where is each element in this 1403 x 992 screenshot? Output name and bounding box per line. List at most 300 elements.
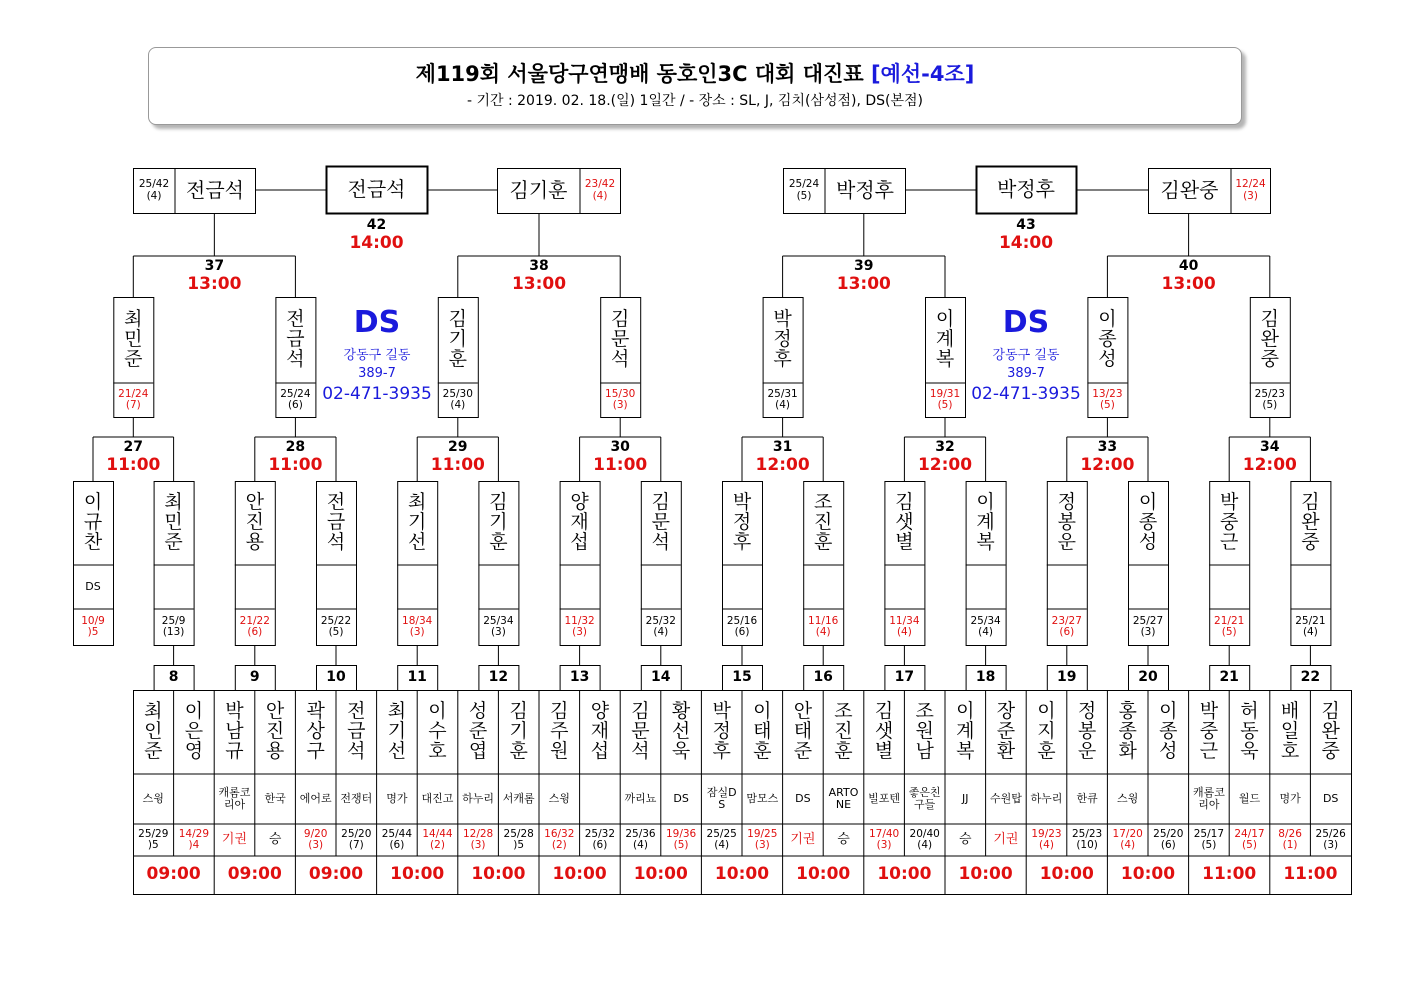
player-score	[1231, 168, 1270, 213]
player-club: 에어로	[299, 792, 332, 806]
vertical-name-stack	[713, 702, 731, 762]
name-char: 욱	[1240, 739, 1259, 762]
player-name	[478, 481, 518, 565]
name-char: 정	[1077, 700, 1097, 723]
player-name	[1047, 481, 1087, 565]
player-club: 캐롬코리아	[218, 786, 251, 811]
name-char: 기	[387, 720, 407, 743]
player-name	[1026, 690, 1067, 774]
name-char: 성	[1138, 530, 1158, 553]
player-name: 김기훈	[509, 178, 568, 202]
player-club	[722, 565, 762, 609]
player-name	[1310, 690, 1351, 774]
name-char: 규	[225, 739, 244, 762]
vertical-name-stack	[489, 493, 507, 553]
player-club	[560, 565, 600, 609]
player-score	[966, 609, 1006, 645]
score-value: 23/27	[1051, 614, 1082, 627]
name-char: 김	[611, 308, 630, 331]
player-name	[336, 690, 377, 774]
player-club: DS	[85, 580, 101, 594]
innings-value: (4)	[815, 626, 831, 638]
player-name	[1067, 690, 1108, 774]
score-value: 12/24	[1235, 178, 1266, 191]
match-time: 11:00	[593, 455, 648, 475]
vertical-name-stack	[266, 702, 284, 762]
score-value: 25/44	[381, 827, 413, 840]
match-number: 28	[285, 439, 306, 455]
player-score	[316, 609, 356, 645]
name-char: 운	[1057, 530, 1076, 553]
name-char: 성	[1159, 739, 1178, 762]
score-value: 25/21	[1295, 614, 1326, 627]
innings-value: (5)	[328, 626, 344, 638]
player-score	[763, 383, 803, 417]
player-name	[986, 690, 1027, 774]
name-char: 안	[793, 700, 813, 723]
player-name	[377, 690, 418, 774]
player-name	[255, 690, 296, 774]
name-char: 준	[164, 530, 183, 553]
match-time: 10:00	[1039, 864, 1094, 885]
name-char: 정	[732, 511, 752, 534]
vertical-name-stack	[84, 493, 102, 553]
score-value: 23/42	[584, 178, 616, 191]
match-number: 27	[123, 439, 144, 455]
player-name	[73, 481, 113, 565]
name-char: 완	[1321, 720, 1340, 743]
score-value: 10/9	[81, 614, 105, 627]
player-score	[1067, 824, 1108, 856]
player-score	[661, 824, 702, 856]
player-name: 전금석	[186, 178, 244, 202]
venue-phone: 02-471-3935	[322, 384, 432, 404]
player-name	[1107, 690, 1148, 774]
name-char: 조	[814, 491, 833, 514]
match-time: 10:00	[958, 864, 1013, 885]
player-name	[803, 481, 843, 565]
name-char: 은	[184, 720, 204, 743]
player-name	[397, 481, 437, 565]
player-score	[1270, 824, 1311, 856]
player-club	[1290, 565, 1330, 609]
score-value: 25/34	[970, 614, 1001, 627]
name-char: 후	[712, 739, 731, 762]
score-value: 25/9	[161, 614, 186, 627]
name-char: 이	[976, 491, 995, 514]
match-time: 13:00	[836, 274, 891, 294]
vertical-name-stack	[428, 702, 446, 762]
vertical-name-stack	[1078, 702, 1096, 762]
vertical-name-stack	[469, 702, 487, 762]
player-score	[377, 824, 418, 856]
name-char: 완	[1260, 328, 1279, 351]
vertical-name-stack	[185, 702, 203, 762]
name-char: 김	[895, 491, 914, 514]
player-score	[945, 824, 986, 856]
name-char: 준	[124, 347, 143, 370]
innings-value: (5)	[796, 189, 812, 202]
player-score	[600, 383, 640, 417]
name-char: 인	[144, 720, 163, 743]
name-char: 봉	[1057, 511, 1076, 534]
match-time: 09:00	[308, 864, 364, 885]
venue-address-line1: 강동구 길동	[992, 348, 1060, 363]
innings-value: (2)	[551, 839, 567, 851]
player-name	[438, 297, 478, 383]
vertical-name-stack	[1058, 493, 1076, 553]
innings-value: (6)	[734, 626, 750, 638]
match-number: 21	[1219, 669, 1239, 686]
innings-value: (4)	[592, 189, 608, 202]
match-number: 13	[569, 669, 590, 686]
innings-value: (3)	[470, 839, 486, 851]
score-value: 14/29	[178, 827, 210, 840]
score-value: 25/17	[1193, 827, 1225, 840]
player-club	[966, 565, 1006, 609]
vertical-name-stack	[875, 702, 893, 762]
match-number: 17	[894, 669, 915, 686]
innings-value: (5)	[1242, 839, 1257, 851]
player-score	[255, 824, 296, 856]
vertical-name-stack	[1037, 702, 1055, 762]
score-value: 승	[268, 832, 282, 848]
player-name	[1270, 690, 1311, 774]
player-score	[397, 609, 437, 645]
innings-value: (4)	[978, 626, 994, 638]
player-score	[73, 609, 113, 645]
match-time: 09:00	[227, 864, 282, 885]
venue-address-line2: 389-7	[1007, 366, 1045, 381]
player-club: 스윙	[548, 792, 570, 806]
name-char: 구	[306, 739, 325, 762]
name-char: 정	[773, 328, 792, 351]
vertical-name-stack	[307, 702, 325, 762]
name-char: 기	[408, 511, 427, 534]
name-char: 중	[1199, 720, 1219, 743]
player-name	[925, 297, 965, 383]
venue-name: DS	[1002, 305, 1050, 340]
name-char: 전	[347, 700, 366, 723]
player-name	[600, 297, 640, 383]
name-char: 최	[124, 308, 143, 331]
name-char: 곽	[306, 700, 325, 723]
name-char: 훈	[834, 739, 853, 762]
match-time: 10:00	[552, 864, 607, 885]
player-name	[945, 690, 986, 774]
innings-value: (5)	[937, 399, 953, 411]
innings-value: (4)	[450, 399, 466, 411]
name-char: 준	[468, 720, 488, 743]
name-char: 안	[265, 700, 285, 723]
player-club	[1128, 565, 1168, 609]
player-club: 스윙	[1117, 792, 1139, 806]
innings-value: (5)	[673, 839, 689, 851]
name-char: 김	[651, 491, 670, 514]
name-char: 김	[550, 700, 569, 723]
vertical-name-stack	[1322, 702, 1340, 762]
player-club	[1047, 565, 1087, 609]
name-char: 전	[326, 491, 346, 514]
score-value: 기권	[221, 832, 248, 848]
player-score	[235, 609, 275, 645]
name-char: 석	[651, 530, 670, 553]
score-value: 25/22	[320, 614, 352, 627]
name-char: 계	[956, 720, 975, 743]
player-score	[742, 824, 783, 856]
score-value: 25/20	[1153, 827, 1184, 840]
score-value: 25/20	[341, 827, 372, 840]
name-char: 석	[347, 739, 366, 762]
name-char: 정	[1057, 491, 1076, 514]
vertical-name-stack	[550, 702, 568, 762]
innings-value: (3)	[1323, 839, 1339, 851]
match-number: 38	[529, 258, 549, 274]
name-char: 조	[915, 700, 934, 723]
name-char: 종	[1138, 511, 1158, 534]
player-score	[133, 168, 175, 213]
player-club: 서캐롬	[502, 792, 535, 806]
player-score	[1128, 609, 1168, 645]
name-char: 최	[408, 491, 427, 514]
innings-value: (3)	[490, 626, 506, 638]
match-time: 11:00	[1283, 864, 1338, 885]
innings-value: (3)	[754, 839, 770, 851]
name-char: 성	[468, 700, 488, 723]
player-name	[275, 297, 315, 383]
player-club: 월드	[1238, 792, 1261, 806]
player-score	[295, 824, 336, 856]
player-club: DS	[1322, 792, 1339, 806]
name-char: 섭	[570, 530, 589, 553]
innings-value: (5)	[1262, 399, 1278, 411]
match-time: 12:00	[1080, 455, 1135, 475]
name-char: 이	[83, 491, 103, 514]
score-value: 25/23	[1071, 827, 1103, 840]
name-char: 이	[1159, 700, 1178, 723]
match-number: 15	[732, 669, 752, 686]
name-char: 준	[144, 739, 163, 762]
match-number: 18	[975, 669, 996, 686]
name-char: 석	[326, 530, 346, 553]
name-char: 석	[631, 739, 650, 762]
player-club	[580, 774, 621, 824]
player-score	[1026, 824, 1067, 856]
innings-value: (4)	[146, 189, 162, 202]
name-char: 양	[590, 700, 610, 723]
player-name	[1209, 481, 1249, 565]
match-number: 9	[249, 669, 260, 686]
player-score	[154, 609, 194, 645]
name-char: 박	[1220, 491, 1239, 514]
player-club: 스윙	[142, 792, 164, 806]
match-time: 13:00	[187, 274, 242, 294]
player-score	[113, 383, 153, 417]
player-score	[783, 168, 825, 213]
match-time: 14:00	[998, 233, 1054, 253]
score-value: 25/31	[767, 387, 798, 400]
name-char: 김	[1260, 308, 1279, 331]
player-club	[316, 565, 356, 609]
player-score	[560, 609, 600, 645]
name-char: 별	[895, 530, 914, 553]
name-char: 진	[245, 511, 264, 534]
vertical-name-stack	[388, 702, 406, 762]
player-name	[235, 481, 275, 565]
player-score	[1290, 609, 1330, 645]
vertical-name-stack	[347, 702, 365, 762]
score-value: 21/24	[118, 387, 149, 400]
score-value: 25/32	[584, 827, 616, 840]
innings-value: (3)	[612, 399, 628, 411]
name-char: 김	[874, 700, 894, 723]
score-value: 25/24	[280, 387, 311, 400]
name-char: 규	[83, 511, 103, 534]
innings-value: )5	[513, 839, 525, 851]
name-char: 근	[1199, 739, 1219, 762]
player-club: 전쟁터	[340, 792, 373, 806]
innings-value: (1)	[1282, 839, 1298, 851]
vertical-name-stack	[1301, 493, 1319, 553]
name-char: 훈	[448, 347, 467, 370]
score-value: 기권	[993, 832, 1019, 848]
player-name: 박정후	[836, 178, 894, 202]
player-name	[966, 481, 1006, 565]
innings-value: (6)	[1059, 626, 1075, 638]
finals-winner: 전금석	[347, 177, 406, 201]
player-score	[701, 824, 742, 856]
player-club: 한큐	[1076, 792, 1098, 806]
name-char: 재	[590, 720, 610, 743]
match-time: 10:00	[714, 864, 770, 885]
score-value: 25/25	[706, 827, 737, 840]
vertical-name-stack	[1159, 702, 1177, 762]
score-value: 25/42	[138, 178, 170, 191]
player-club: 까리뇨	[624, 792, 657, 806]
name-char: 박	[712, 700, 731, 723]
vertical-name-stack	[1281, 702, 1299, 762]
name-char: 호	[1280, 739, 1300, 762]
innings-value: (3)	[572, 626, 588, 638]
name-char: 기	[509, 720, 528, 743]
player-score	[458, 824, 499, 856]
player-name	[763, 297, 803, 383]
vertical-name-stack	[408, 493, 426, 553]
innings-value: (7)	[125, 399, 141, 411]
vertical-name-stack	[1139, 493, 1157, 553]
vertical-name-stack	[591, 702, 609, 762]
match-number: 20	[1138, 669, 1158, 686]
match-time: 11:00	[1202, 864, 1257, 885]
title-main: 제119회 서울당구연맹배 동호인3C 대회 대진표	[415, 62, 864, 86]
player-club	[235, 565, 275, 609]
name-char: 환	[996, 739, 1016, 762]
player-name	[742, 690, 783, 774]
innings-value: (3)	[1243, 189, 1258, 202]
match-number: 22	[1300, 669, 1321, 686]
venue-address-line1: 강동구 길동	[343, 348, 411, 363]
vertical-name-stack	[144, 702, 162, 762]
match-number: 34	[1260, 439, 1280, 455]
name-char: 문	[611, 328, 630, 351]
player-name	[1229, 690, 1270, 774]
name-char: 후	[773, 347, 792, 370]
score-value: 25/32	[645, 614, 676, 627]
name-char: 기	[489, 511, 508, 534]
player-club: DS	[673, 792, 689, 806]
name-char: 이	[184, 700, 204, 723]
vertical-name-stack	[652, 493, 670, 553]
player-score	[1250, 383, 1290, 417]
finals-winner: 박정후	[997, 177, 1055, 201]
match-time: 12:00	[755, 455, 810, 475]
player-club	[641, 565, 681, 609]
vertical-name-stack	[510, 702, 528, 762]
player-score	[580, 824, 621, 856]
score-value: 승	[959, 832, 972, 848]
innings-value: )5	[87, 626, 99, 638]
name-char: 석	[286, 347, 305, 370]
match-number: 8	[168, 669, 179, 686]
name-char: 장	[996, 700, 1016, 723]
vertical-name-stack	[753, 702, 771, 762]
player-club: 빌포텐	[868, 792, 901, 806]
player-name	[641, 481, 681, 565]
name-char: 양	[570, 491, 589, 514]
vertical-name-stack	[916, 702, 934, 762]
player-score	[1310, 824, 1351, 856]
name-char: 최	[164, 491, 183, 514]
match-time: 14:00	[349, 233, 404, 253]
match-time: 13:00	[1161, 274, 1216, 294]
player-score	[336, 824, 377, 856]
player-name	[458, 690, 499, 774]
name-char: 준	[793, 739, 813, 762]
score-value: 19/36	[665, 827, 697, 840]
name-char: 복	[976, 530, 995, 553]
match-time: 10:00	[633, 864, 688, 885]
name-char: 남	[225, 720, 244, 743]
player-name	[1189, 690, 1230, 774]
player-club: 캐롬코리아	[1192, 786, 1225, 811]
score-value: 16/32	[544, 827, 575, 840]
innings-value: (4)	[896, 626, 912, 638]
vertical-name-stack	[936, 310, 954, 370]
player-name	[133, 690, 174, 774]
name-char: 원	[550, 739, 569, 762]
match-time: 11:00	[268, 455, 323, 475]
score-value: 8/26	[1278, 827, 1302, 840]
venue-phone: 02-471-3935	[971, 384, 1081, 404]
vertical-name-stack	[570, 493, 588, 553]
innings-value: (3)	[308, 839, 324, 851]
match-time: 09:00	[146, 864, 201, 885]
innings-value: (2)	[430, 839, 445, 851]
score-value: 19/25	[747, 827, 778, 840]
vertical-name-stack	[327, 493, 345, 553]
player-score	[864, 824, 905, 856]
name-char: 영	[184, 739, 204, 762]
player-name	[295, 690, 336, 774]
player-name	[316, 481, 356, 565]
vertical-name-stack	[246, 493, 264, 553]
name-char: 진	[834, 720, 853, 743]
player-score	[1148, 824, 1189, 856]
name-char: 홍	[1118, 700, 1137, 723]
name-char: 김	[509, 700, 528, 723]
name-char: 전	[286, 308, 305, 331]
player-club: ARTONE	[828, 786, 859, 811]
